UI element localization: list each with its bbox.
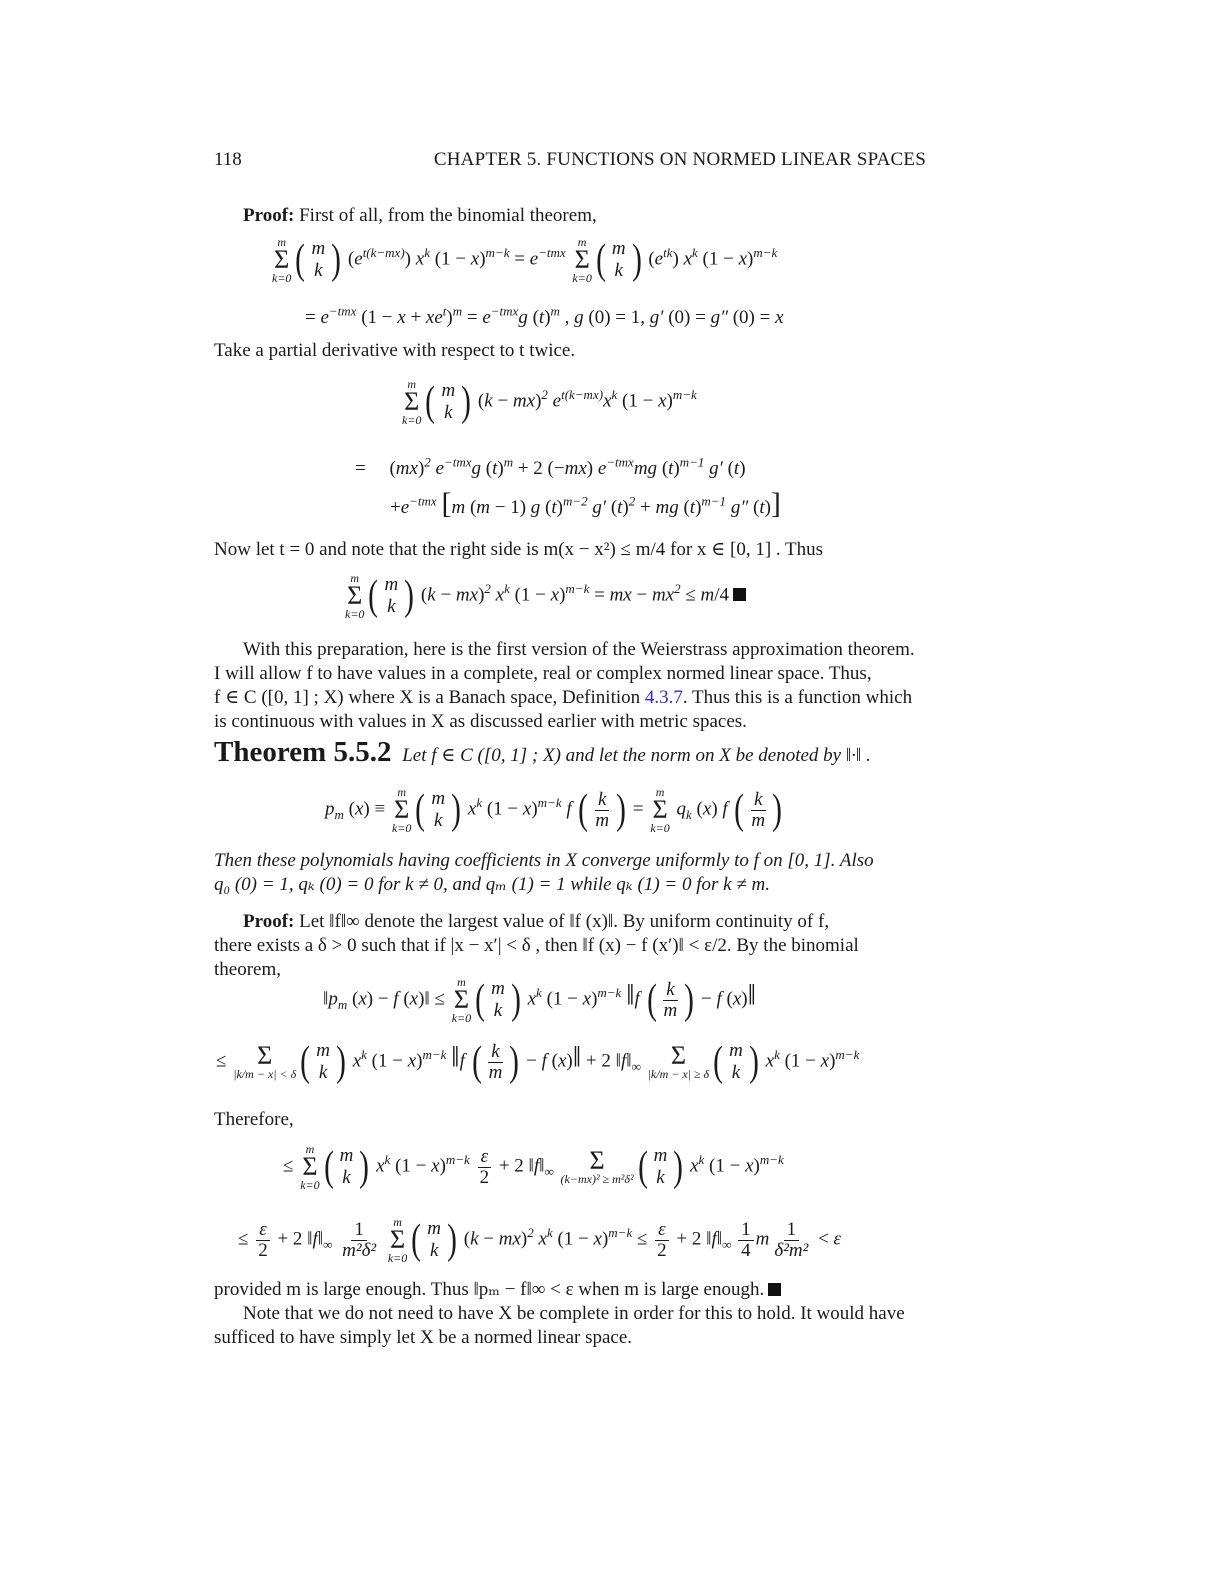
chapter-title: CHAPTER 5. FUNCTIONS ON NORMED LINEAR SPACES xyxy=(433,149,926,170)
definition-link[interactable]: 4.3.7 xyxy=(644,687,683,708)
second-derivative-rhs-2: $+e^{-tmx}$ [m (m − 1) g $(t)^{m-2}$ g′ $(t)^2$ + mg $(t)^{m-1}$ g″ (t)] xyxy=(390,487,781,520)
preparation-paragraph xyxy=(214,638,926,734)
proof2-line-3: theorem, xyxy=(214,959,282,980)
therefore-text: Therefore, xyxy=(214,1109,294,1130)
partial-derivative-text: Take a partial derivative with respect to t twice. xyxy=(214,340,576,361)
theorem-conclusion-line-2: q₀ (0) = 1, qₖ (0) = 0 for k ≠ 0, and qₘ (1) = 1 while qₖ (1) = 0 for k ≠ m. xyxy=(214,874,770,895)
proof2-line-1: Proof: Let ‖f‖∞ denote the largest value of ‖f (x)‖. By uniform continuity of f, xyxy=(243,911,830,932)
proof-intro-text: First of all, from the binomial theorem, xyxy=(299,205,597,226)
error-bound-equation-3: ≤ m Σ k=0 ( m k ) $x^k$ $(1 - x)^{m-k}$ $\frac{\varepsilon}{2}$ + 2 $‖f‖_\infty$ Σ (k−mx)² ≥ m²δ² ( m k ) $x^k$ $(1 - x)^{m-k}$ xyxy=(283,1142,784,1192)
proof2-line-2: there exists a δ > 0 such that if |x − x′| < δ , then ‖f (x) − f (x′)‖ < ε/2. By the binomial xyxy=(214,935,859,956)
second-derivative-equation: m Σ k=0 ( m k ) (k − mx)$^2$ $e^{t(k-mx)}x^k$ $(1 - x)^{m-k}$ xyxy=(402,377,697,427)
error-bound-equation-2: ≤ Σ |k/m − x| < δ ( m k ) $x^k$ $(1 - x)^{m-k}$ ‖f ( $\frac{k}{m}$ ) − f (x)‖ + 2 $‖f‖_\infty$ Σ |k/m − x| ≥ δ ( m k ) $x^k$ $(1 - x)^{m-k}$ xyxy=(216,1039,860,1085)
error-bound-equation-4: ≤ $\frac{\varepsilon}{2}$ + 2 $‖f‖_\infty$ $\frac{1}{\text{m²δ²}}$ m Σ k=0 ( m k ) (k − mx)$^2$ $x^k$ $(1 - x)^{m-k}$ ≤ $\frac{\varepsilon}{2}$ + 2 $‖f‖_\infty$ $\frac{1}{4}$ m $\frac{1}{\text{δ²m²}}$ < ε xyxy=(238,1215,842,1265)
bernstein-polynomial-equation: $p_m$ (x) ≡ m Σ k=0 ( m k ) $x^k$ $(1 - x)^{m-k}$ f ( $\frac{k}{m}$ ) = m Σ k=0 $q_k$ (x) f ( $\frac{k}{m}$ ) xyxy=(325,785,783,835)
proof2-paragraph xyxy=(214,910,926,982)
proof-label: Proof: xyxy=(243,205,295,226)
preparation-line-1: With this preparation, here is the first version of the Weierstrass approximation theorem. xyxy=(243,639,915,660)
proof-intro-line xyxy=(243,204,597,228)
preparation-line-3: f ∈ C ([0, 1] ; X) where X is a Banach space, Definition 4.3.7. Thus this is a function which xyxy=(214,687,913,708)
qed-square-icon-2 xyxy=(768,1283,781,1296)
variance-equation: m Σ k=0 ( m k ) (k − mx)$^2$ $x^k$ $(1 - x)^{m-k}$ = mx − $mx^2 \le m/4$ xyxy=(343,572,746,620)
error-bound-equation-1: $‖p_m$ (x) − f (x)‖ ≤ m Σ k=0 ( m k ) $x^k$ $(1 - x)^{m-k}$ ‖f ( $\frac{k}{m}$ ) − f (x)‖ xyxy=(323,975,757,1025)
binomial-identity-equation: m Σ k=0 ( m k ) $(e^{t(k-mx)})$ $x^k$ $(1 - x)^{m-k} = e^{-tmx}$ m Σ k=0 ( m k ) $(e^{tk})$ $x^k$ $(1 - x)^{m-k}$ xyxy=(272,235,778,285)
theorem-conclusion xyxy=(214,849,926,897)
theorem-statement: Let f ∈ C ([0, 1] ; X) and let the norm on X be denoted by ‖·‖ . xyxy=(402,745,871,766)
note-line-2: sufficed to have simply let X be a normed linear space. xyxy=(214,1327,633,1348)
theorem-title: Theorem 5.5.2 xyxy=(214,736,392,768)
theorem-heading xyxy=(214,736,871,768)
provided-line: provided m is large enough. Thus ‖pₘ − f‖∞ < ε when m is large enough. xyxy=(214,1278,781,1302)
preparation-line-2: I will allow f to have values in a complete, real or complex normed linear space. Thus, xyxy=(214,663,872,684)
now-let-text: Now let t = 0 and note that the right side is m(x − x²) ≤ m/4 for x ∈ [0, 1] . Thus xyxy=(214,539,824,560)
closing-note-paragraph xyxy=(214,1302,926,1350)
second-derivative-rhs-1: = (mx)$^2$ $e^{-tmx}g$ $(t)^m + 2$ (−mx) $e^{-tmx}mg$ $(t)^{m-1}$ g′ (t) xyxy=(355,454,746,479)
preparation-line-4: is continuous with values in X as discussed earlier with metric spaces. xyxy=(214,711,747,732)
note-line-1: Note that we do not need to have X be complete in order for this to hold. It would have xyxy=(243,1303,905,1324)
running-header xyxy=(214,148,926,174)
proof2-label: Proof: xyxy=(243,911,295,932)
page-number: 118 xyxy=(214,149,242,170)
binomial-identity-equation-cont: = $e^{-tmx}$ $(1 - x + xe^t)^m = e^{-tmx}g$ $(t)^m$ , g (0) = 1, g′ (0) = g″ (0) = x xyxy=(305,303,784,328)
theorem-conclusion-line-1: Then these polynomials having coefficients in X converge uniformly to f on [0, 1]. Also xyxy=(214,850,874,871)
qed-square-icon xyxy=(733,588,746,601)
